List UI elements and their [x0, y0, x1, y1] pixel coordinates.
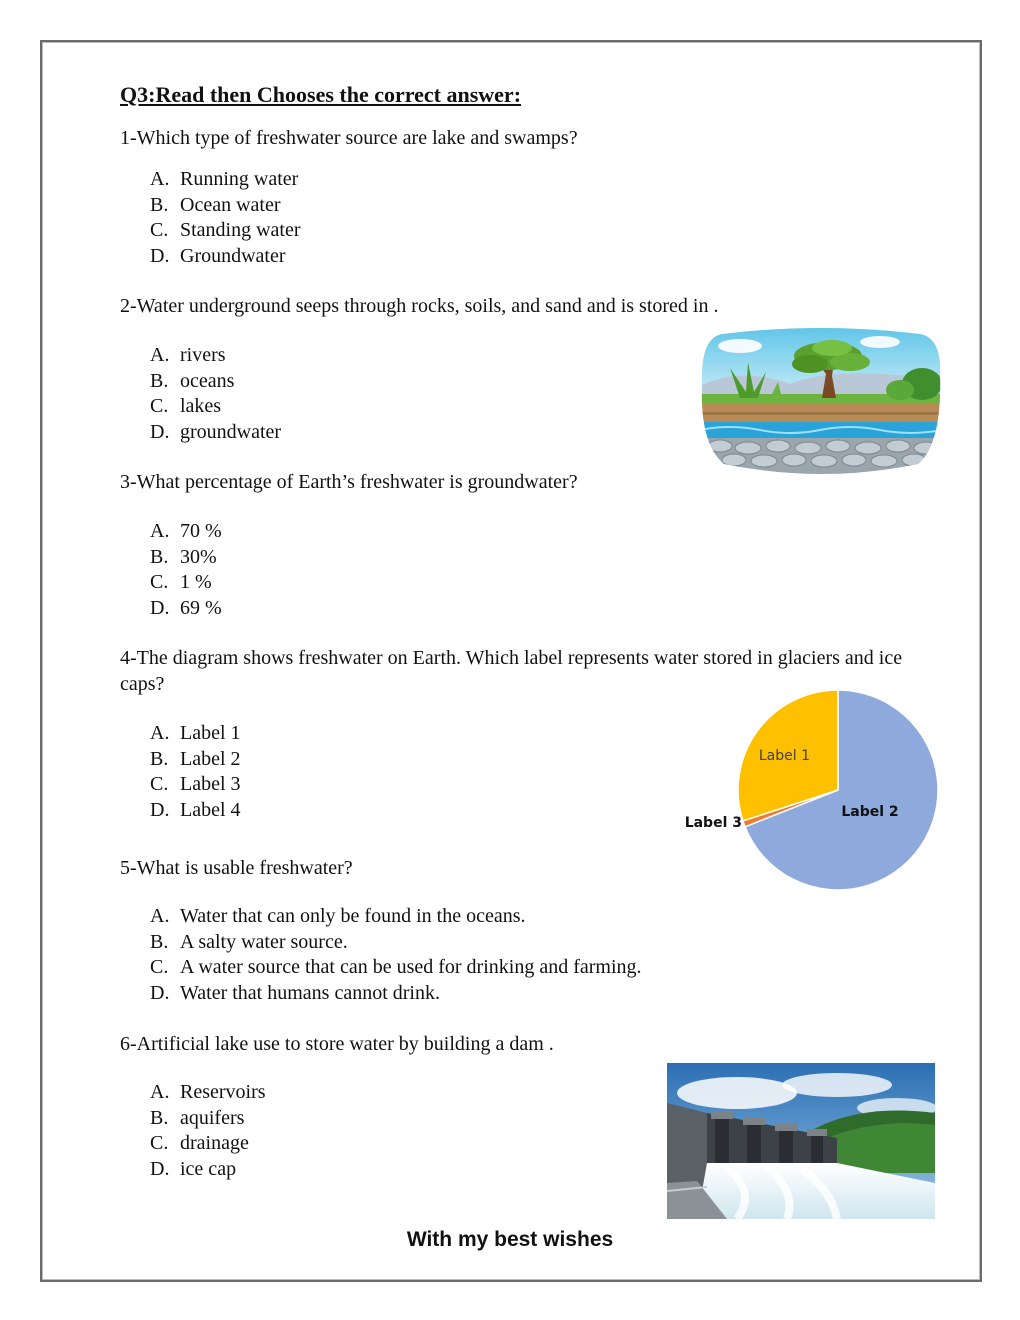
question-5: 5-What is usable freshwater? [120, 857, 353, 879]
option-6a: A. Reservoirs [150, 1081, 266, 1103]
footer-wishes: With my best wishes [406, 1228, 614, 1251]
option-5b: B. A salty water source. [150, 930, 348, 953]
question-3-options [150, 519, 222, 622]
option-3c: C. 1 % [150, 571, 212, 594]
question-4-options [150, 721, 241, 824]
question-2-options [150, 343, 281, 446]
groundwater-illustration [700, 326, 942, 476]
option-4d: D. Label 4 [150, 799, 241, 822]
option-6c: C. drainage [150, 1132, 249, 1155]
question-6: 6-Artificial lake use to store water by building a dam . [120, 1033, 554, 1055]
option-5d: D. Water that humans cannot drink. [150, 982, 440, 1005]
option-3b: B. 30% [150, 545, 217, 568]
dam-photo [667, 1063, 935, 1219]
question-3: 3-What percentage of Earth’s freshwater is groundwater? [120, 471, 578, 493]
pie-label-1: Label 1 [758, 748, 810, 764]
option-6b: B. aquifers [150, 1106, 245, 1129]
option-1c: C. Standing water [150, 219, 301, 242]
option-4b: B. Label 2 [150, 747, 241, 770]
question-2: 2-Water underground seeps through rocks, soils, and sand and is stored in . [120, 295, 719, 317]
pie-label-3: Label 3 [684, 815, 742, 831]
option-2a: A. rivers [150, 344, 226, 366]
question-1-options [150, 167, 301, 270]
question-6-options [150, 1080, 266, 1183]
option-1d: D. Groundwater [150, 245, 286, 268]
freshwater-pie-chart [670, 690, 950, 890]
option-5a: A. Water that can only be found in the oceans. [150, 905, 526, 927]
option-4a: A. Label 1 [150, 722, 241, 744]
option-1b: B. Ocean water [150, 193, 281, 216]
question-1: 1-Which type of freshwater source are lake and swamps? [120, 127, 578, 149]
option-3a: A. 70 % [150, 520, 222, 542]
option-2d: D. groundwater [150, 421, 282, 444]
option-5c: C. A water source that can be used for drinking and farming. [150, 956, 642, 979]
option-3d: D. 69 % [150, 597, 222, 620]
option-1a: A. Running water [150, 168, 299, 190]
option-2c: C. lakes [150, 395, 222, 418]
option-6d: D. ice cap [150, 1158, 237, 1181]
option-2b: B. oceans [150, 369, 235, 392]
question-5-options [150, 904, 642, 1007]
section-heading: Q3:Read then Chooses the correct answer: [120, 82, 522, 107]
option-4c: C. Label 3 [150, 773, 241, 796]
question-4: 4-The diagram shows freshwater on Earth. Which label represents water stored in glaciers and ice caps? [120, 647, 903, 695]
pie-label-2: Label 2 [841, 804, 899, 820]
